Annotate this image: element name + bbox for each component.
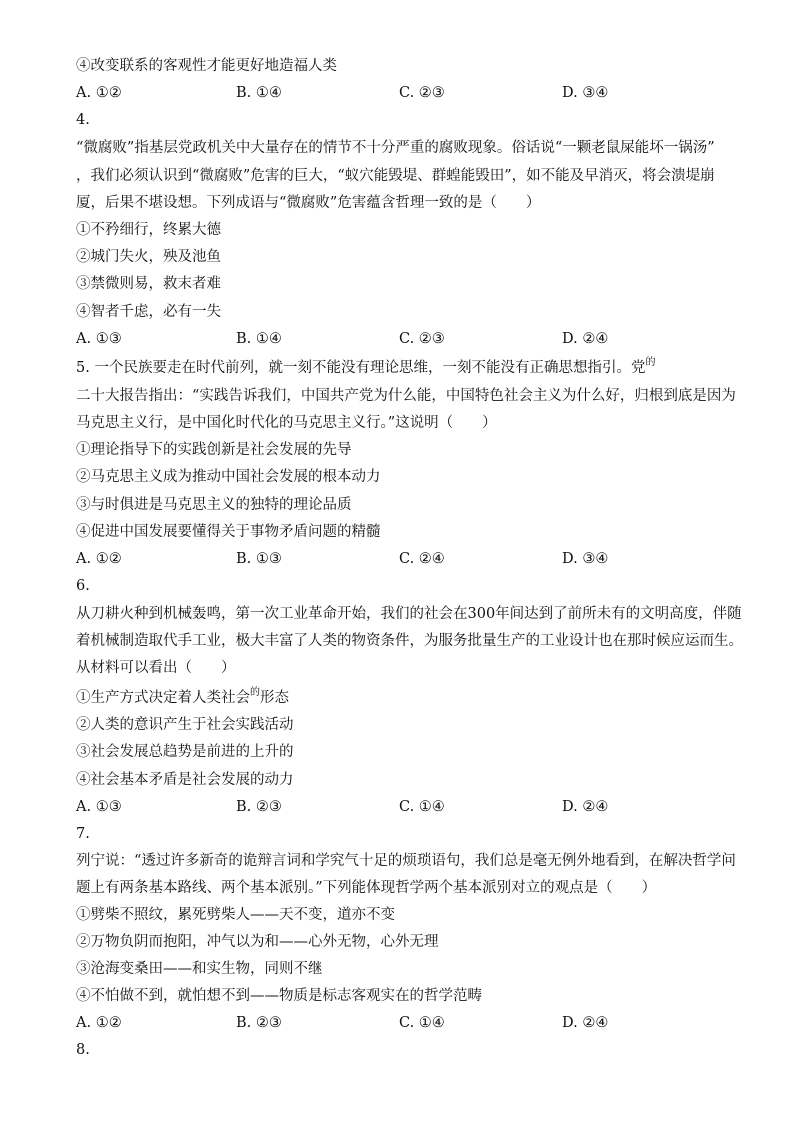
q8-number: 8. — [76, 1042, 90, 1058]
q6-stem-line: 着机械制造取代手工业，极大丰富了人类的物资条件，为服务批量生产的工业设计也在那时候应运而生。 — [76, 633, 743, 649]
q3-option-a[interactable]: A. ①② — [76, 85, 122, 101]
q7-statement: ④不怕做不到，就怕想不到——物质是标志客观实在的哲学范畴 — [76, 988, 482, 1004]
q3-option-c[interactable]: C. ②③ — [399, 85, 445, 101]
q6-option-d[interactable]: D. ②④ — [562, 799, 609, 815]
q6-statement: ③社会发展总趋势是前进的上升的 — [76, 744, 294, 760]
q7-stem-line: 列宁说：“透过许多新奇的诡辩言词和学究气十足的烦琐语句，我们总是毫无例外地看到，在解决哲学问 — [76, 853, 736, 869]
q4-option-a[interactable]: A. ①③ — [76, 331, 122, 347]
q6-option-a[interactable]: A. ①③ — [76, 799, 122, 815]
q7-statement: ②万物负阴而抱阳，冲气以为和——心外无物，心外无理 — [76, 934, 439, 950]
q5-option-d[interactable]: D. ③④ — [562, 551, 609, 567]
q5-statement: ①理论指导下的实践创新是社会发展的先导 — [76, 442, 352, 458]
q4-statement: ③禁微则易，救末者难 — [76, 276, 221, 292]
q5-stem-line: 二十大报告指出：“实践告诉我们，中国共产党为什么能，中国特色社会主义为什么好，归根到底是因为 — [76, 388, 736, 404]
q6-number: 6. — [76, 578, 90, 594]
q3-option-b[interactable]: B. ①④ — [236, 85, 282, 101]
q4-stem-line: “微腐败”指基层党政机关中大量存在的情节不十分严重的腐败现象。俗话说“一颗老鼠屎能坏一锅汤” — [76, 140, 715, 156]
q4-statement: ④智者千虑，必有一失 — [76, 304, 221, 320]
q4-statement: ①不矜细行，终累大德 — [76, 222, 221, 238]
q6-statement — [76, 688, 289, 710]
q5-stem-line: 马克思主义行，是中国化时代化的马克思主义行。”这说明（ ） — [76, 415, 497, 431]
q5-option-a[interactable]: A. ①② — [76, 551, 122, 567]
q5-stem-superscript: 的 — [645, 357, 656, 368]
q3-statement-4: ④改变联系的客观性才能更好地造福人类 — [76, 58, 337, 74]
q4-option-c[interactable]: C. ②③ — [399, 331, 445, 347]
q7-option-c[interactable]: C. ①④ — [399, 1015, 445, 1031]
q4-stem-line: 厦，后果不堪设想。下列成语与“微腐败”危害蕴含哲理一致的是（ ） — [76, 195, 541, 211]
q6-statement-text: 形态 — [260, 690, 289, 706]
q4-statement: ②城门失火，殃及池鱼 — [76, 249, 221, 265]
q7-stem-line: 题上有两条基本路线、两个基本派别。”下列能体现哲学两个基本派别对立的观点是（ ） — [76, 880, 657, 896]
q6-statement-superscript: 的 — [250, 687, 260, 698]
q7-option-d[interactable]: D. ②④ — [562, 1015, 609, 1031]
q7-statement: ①劈柴不照纹，累死劈柴人——天不变，道亦不变 — [76, 907, 395, 923]
q4-option-d[interactable]: D. ②④ — [562, 331, 609, 347]
q6-stem-line: 从材料可以看出（ ） — [76, 660, 236, 676]
q7-statement: ③沧海变桑田——和实生物，同则不继 — [76, 961, 323, 977]
q5-option-b[interactable]: B. ①③ — [236, 551, 282, 567]
q5-statement: ④促进中国发展要懂得关于事物矛盾问题的精髓 — [76, 524, 381, 540]
q4-option-b[interactable]: B. ①④ — [236, 331, 282, 347]
q7-option-b[interactable]: B. ②③ — [236, 1015, 282, 1031]
q5-stem-line — [76, 358, 655, 380]
q4-stem-line: ，我们必须认识到“微腐败”危害的巨大，“蚁穴能毁堤、群蝗能毁田”，如不能及早消灭，将会溃堤崩 — [76, 168, 715, 184]
q5-statement: ②马克思主义成为推动中国社会发展的根本动力 — [76, 469, 381, 485]
q6-statement: ④社会基本矛盾是社会发展的动力 — [76, 772, 294, 788]
q6-stem-line: 从刀耕火种到机械轰鸣，第一次工业革命开始，我们的社会在300年间达到了前所未有的文明高度，伴随 — [76, 606, 742, 622]
q7-number: 7. — [76, 826, 90, 842]
q5-stem-text: 5. 一个民族要走在时代前列，就一刻不能没有理论思维，一刻不能没有正确思想指引。党 — [76, 360, 646, 376]
q6-statement: ②人类的意识产生于社会实践活动 — [76, 717, 294, 733]
q4-number: 4. — [76, 112, 90, 128]
q5-statement: ③与时俱进是马克思主义的独特的理论品质 — [76, 497, 352, 513]
q6-option-c[interactable]: C. ①④ — [399, 799, 445, 815]
q5-option-c[interactable]: C. ②④ — [399, 551, 445, 567]
q6-option-b[interactable]: B. ②③ — [236, 799, 282, 815]
q6-statement-text: ①生产方式决定着人类社会 — [76, 690, 250, 706]
q7-option-a[interactable]: A. ①② — [76, 1015, 122, 1031]
q3-option-d[interactable]: D. ③④ — [562, 85, 609, 101]
